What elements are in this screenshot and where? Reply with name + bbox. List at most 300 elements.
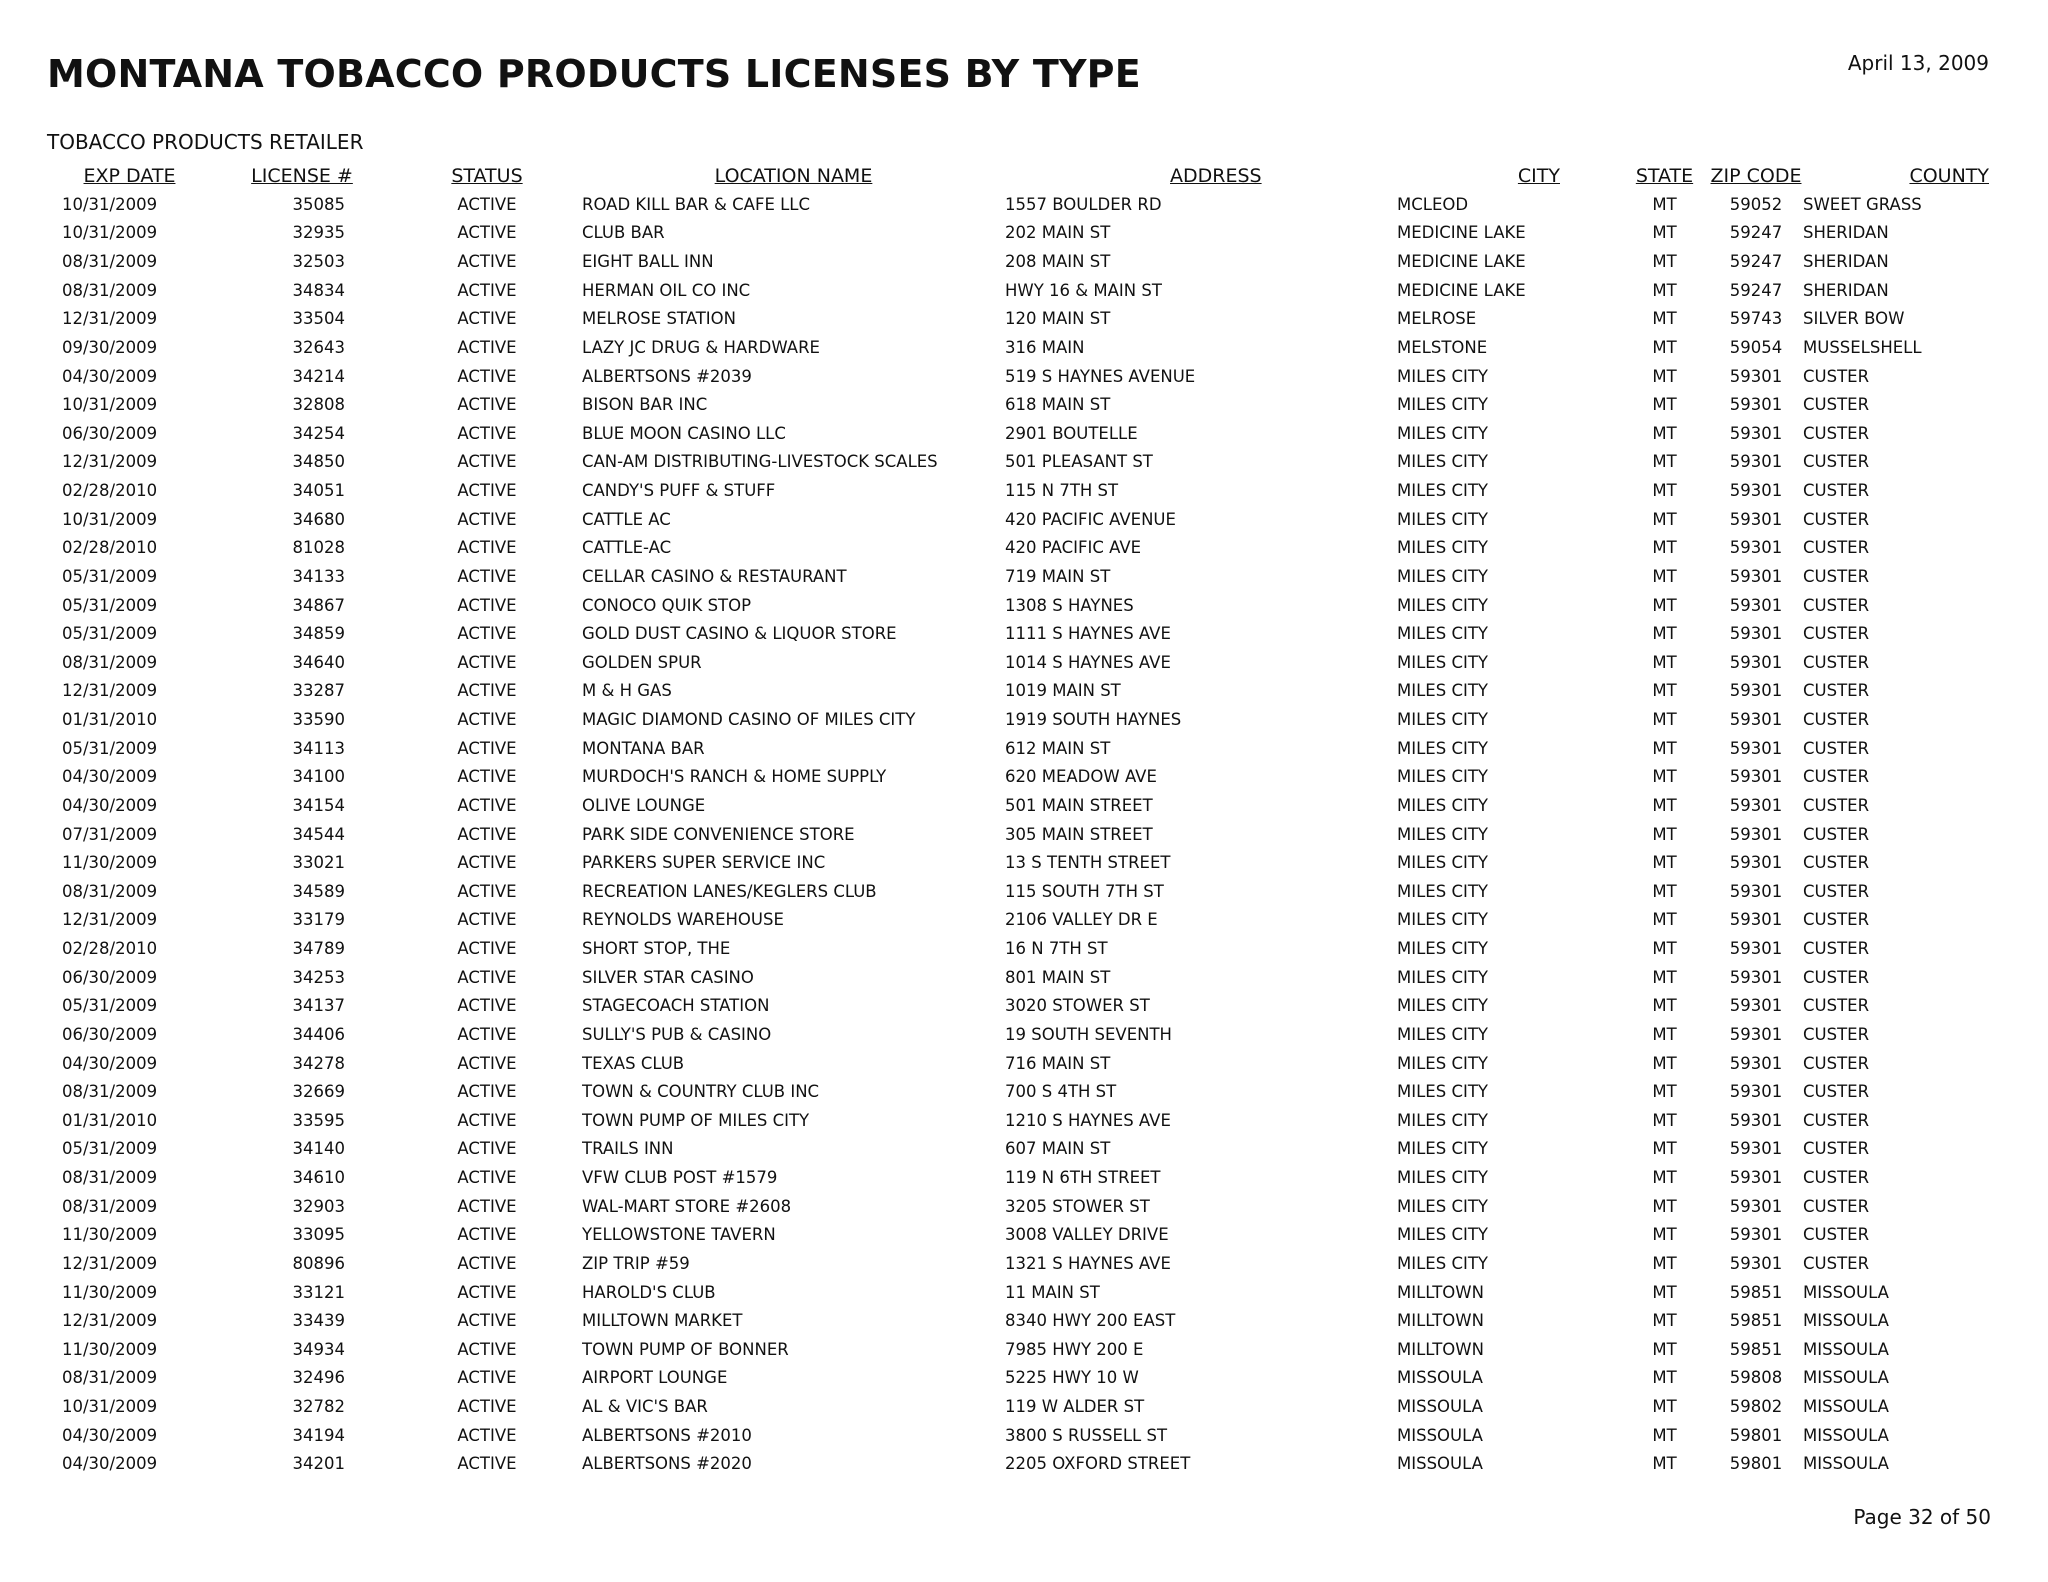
cell-exp-date: 08/31/2009 — [62, 280, 158, 300]
cell-status: ACTIVE — [457, 1368, 517, 1388]
page-number: Page 32 of 50 — [1853, 1505, 1991, 1529]
cell-county: CUSTER — [1803, 738, 1870, 758]
cell-city: MILES CITY — [1397, 509, 1488, 529]
cell-state: MT — [1652, 1311, 1677, 1331]
cell-county: MISSOULA — [1803, 1425, 1889, 1445]
cell-status: ACTIVE — [457, 1110, 517, 1130]
cell-status: ACTIVE — [457, 538, 517, 558]
table-row — [47, 877, 1997, 906]
table-row — [47, 820, 1997, 849]
cell-zip-code: 59301 — [1729, 595, 1783, 615]
cell-status: ACTIVE — [457, 1454, 517, 1474]
cell-exp-date: 08/31/2009 — [62, 1168, 158, 1188]
cell-location-name: SULLY'S PUB & CASINO — [582, 1024, 772, 1044]
table-row — [47, 534, 1997, 563]
cell-license: 34113 — [292, 738, 345, 758]
table-row — [47, 734, 1997, 763]
cell-status: ACTIVE — [457, 795, 517, 815]
cell-city: MILES CITY — [1397, 996, 1488, 1016]
cell-location-name: AIRPORT LOUNGE — [582, 1368, 728, 1388]
table-row — [47, 476, 1997, 505]
cell-county: SWEET GRASS — [1803, 194, 1922, 214]
table-row — [47, 1192, 1997, 1221]
table-row — [47, 934, 1997, 963]
cell-license: 33504 — [292, 309, 345, 329]
table-row — [47, 247, 1997, 276]
table-row — [47, 419, 1997, 448]
cell-status: ACTIVE — [457, 1225, 517, 1245]
cell-state: MT — [1652, 423, 1677, 443]
cell-city: MCLEOD — [1397, 194, 1469, 214]
cell-address: 305 MAIN STREET — [1005, 824, 1153, 844]
cell-zip-code: 59301 — [1729, 853, 1783, 873]
cell-county: CUSTER — [1803, 509, 1870, 529]
cell-city: MEDICINE LAKE — [1397, 223, 1526, 243]
cell-zip-code: 59301 — [1729, 1139, 1783, 1159]
cell-zip-code: 59301 — [1729, 710, 1783, 730]
cell-address: 3205 STOWER ST — [1005, 1196, 1150, 1216]
cell-status: ACTIVE — [457, 1253, 517, 1273]
cell-license: 32782 — [292, 1397, 345, 1417]
cell-address: 700 S 4TH ST — [1005, 1082, 1117, 1102]
cell-county: CUSTER — [1803, 681, 1870, 701]
cell-state: MT — [1652, 795, 1677, 815]
cell-state: MT — [1652, 824, 1677, 844]
cell-city: MILES CITY — [1397, 366, 1488, 386]
cell-county: CUSTER — [1803, 881, 1870, 901]
cell-status: ACTIVE — [457, 853, 517, 873]
cell-license: 34254 — [292, 423, 345, 443]
cell-county: CUSTER — [1803, 939, 1870, 959]
cell-location-name: MONTANA BAR — [582, 738, 705, 758]
cell-exp-date: 05/31/2009 — [62, 996, 158, 1016]
cell-state: MT — [1652, 1168, 1677, 1188]
cell-county: MISSOULA — [1803, 1282, 1889, 1302]
cell-location-name: CLUB BAR — [582, 223, 665, 243]
cell-address: 1557 BOULDER RD — [1005, 194, 1162, 214]
cell-city: MELSTONE — [1397, 337, 1488, 357]
table-row — [47, 362, 1997, 391]
cell-zip-code: 59301 — [1729, 1196, 1783, 1216]
cell-exp-date: 06/30/2009 — [62, 423, 158, 443]
cell-zip-code: 59301 — [1729, 795, 1783, 815]
cell-address: 19 SOUTH SEVENTH — [1005, 1024, 1172, 1044]
cell-exp-date: 01/31/2010 — [62, 1110, 158, 1130]
cell-county: SILVER BOW — [1803, 309, 1905, 329]
cell-zip-code: 59301 — [1729, 1110, 1783, 1130]
cell-state: MT — [1652, 1454, 1677, 1474]
cell-license: 34934 — [292, 1339, 345, 1359]
cell-county: CUSTER — [1803, 652, 1870, 672]
cell-city: MILES CITY — [1397, 538, 1488, 558]
table-row — [47, 219, 1997, 248]
cell-location-name: CONOCO QUIK STOP — [582, 595, 752, 615]
table-row — [47, 1306, 1997, 1335]
column-header-state: STATE — [1635, 165, 1694, 187]
cell-state: MT — [1652, 767, 1677, 787]
cell-county: SHERIDAN — [1803, 223, 1889, 243]
cell-license: 34680 — [292, 509, 345, 529]
table-row — [47, 591, 1997, 620]
table-row — [47, 677, 1997, 706]
cell-license: 33095 — [292, 1225, 345, 1245]
cell-status: ACTIVE — [457, 252, 517, 272]
table-row — [47, 390, 1997, 419]
cell-status: ACTIVE — [457, 681, 517, 701]
table-row — [47, 648, 1997, 677]
cell-city: MILES CITY — [1397, 395, 1488, 415]
table-body — [47, 190, 1997, 1478]
cell-location-name: ALBERTSONS #2010 — [582, 1425, 752, 1445]
cell-county: CUSTER — [1803, 795, 1870, 815]
cell-state: MT — [1652, 710, 1677, 730]
cell-address: 115 N 7TH ST — [1005, 481, 1119, 501]
cell-city: MISSOULA — [1397, 1397, 1483, 1417]
cell-address: 2205 OXFORD STREET — [1005, 1454, 1191, 1474]
cell-zip-code: 59301 — [1729, 1168, 1783, 1188]
cell-location-name: PARK SIDE CONVENIENCE STORE — [582, 824, 855, 844]
cell-state: MT — [1652, 1253, 1677, 1273]
cell-city: MILES CITY — [1397, 939, 1488, 959]
cell-address: 801 MAIN ST — [1005, 967, 1111, 987]
cell-exp-date: 05/31/2009 — [62, 566, 158, 586]
cell-zip-code: 59301 — [1729, 1082, 1783, 1102]
cell-exp-date: 10/31/2009 — [62, 223, 158, 243]
cell-location-name: CATTLE-AC — [582, 538, 672, 558]
table-row — [47, 1421, 1997, 1450]
cell-license: 81028 — [292, 538, 345, 558]
cell-address: 620 MEADOW AVE — [1005, 767, 1157, 787]
cell-city: MISSOULA — [1397, 1368, 1483, 1388]
cell-address: 120 MAIN ST — [1005, 309, 1111, 329]
cell-city: MISSOULA — [1397, 1454, 1483, 1474]
cell-license: 34850 — [292, 452, 345, 472]
cell-county: CUSTER — [1803, 395, 1870, 415]
table-row — [47, 1278, 1997, 1307]
cell-state: MT — [1652, 1110, 1677, 1130]
cell-zip-code: 59247 — [1729, 223, 1783, 243]
cell-county: CUSTER — [1803, 853, 1870, 873]
cell-address: 13 S TENTH STREET — [1005, 853, 1171, 873]
table-row — [47, 505, 1997, 534]
cell-license: 34194 — [292, 1425, 345, 1445]
cell-exp-date: 05/31/2009 — [62, 738, 158, 758]
cell-status: ACTIVE — [457, 566, 517, 586]
cell-zip-code: 59301 — [1729, 939, 1783, 959]
table-row — [47, 705, 1997, 734]
cell-status: ACTIVE — [457, 738, 517, 758]
report-title: MONTANA TOBACCO PRODUCTS LICENSES BY TYPE — [47, 52, 1141, 96]
cell-license: 80896 — [292, 1253, 345, 1273]
cell-license: 32903 — [292, 1196, 345, 1216]
cell-state: MT — [1652, 1225, 1677, 1245]
cell-status: ACTIVE — [457, 1282, 517, 1302]
cell-exp-date: 12/31/2009 — [62, 1311, 158, 1331]
cell-exp-date: 12/31/2009 — [62, 309, 158, 329]
cell-location-name: SHORT STOP, THE — [582, 939, 731, 959]
cell-city: MILES CITY — [1397, 681, 1488, 701]
cell-address: 1014 S HAYNES AVE — [1005, 652, 1171, 672]
cell-status: ACTIVE — [457, 423, 517, 443]
cell-exp-date: 09/30/2009 — [62, 337, 158, 357]
cell-zip-code: 59301 — [1729, 538, 1783, 558]
cell-zip-code: 59851 — [1729, 1311, 1783, 1331]
report-date: April 13, 2009 — [1847, 51, 1989, 75]
cell-city: MILES CITY — [1397, 423, 1488, 443]
cell-license: 32669 — [292, 1082, 345, 1102]
table-row — [47, 1163, 1997, 1192]
cell-license: 34253 — [292, 967, 345, 987]
cell-zip-code: 59301 — [1729, 481, 1783, 501]
cell-license: 34214 — [292, 366, 345, 386]
cell-county: MISSOULA — [1803, 1339, 1889, 1359]
cell-zip-code: 59301 — [1729, 967, 1783, 987]
cell-license: 34137 — [292, 996, 345, 1016]
cell-location-name: RECREATION LANES/KEGLERS CLUB — [582, 881, 877, 901]
cell-address: 2901 BOUTELLE — [1005, 423, 1138, 443]
cell-city: MILES CITY — [1397, 481, 1488, 501]
cell-county: MISSOULA — [1803, 1311, 1889, 1331]
cell-license: 34544 — [292, 824, 345, 844]
cell-zip-code: 59301 — [1729, 910, 1783, 930]
cell-location-name: BLUE MOON CASINO LLC — [582, 423, 786, 443]
cell-state: MT — [1652, 967, 1677, 987]
table-row — [47, 1364, 1997, 1393]
cell-exp-date: 08/31/2009 — [62, 652, 158, 672]
cell-state: MT — [1652, 566, 1677, 586]
cell-zip-code: 59301 — [1729, 881, 1783, 901]
cell-state: MT — [1652, 910, 1677, 930]
cell-state: MT — [1652, 1339, 1677, 1359]
cell-status: ACTIVE — [457, 309, 517, 329]
cell-county: CUSTER — [1803, 1253, 1870, 1273]
cell-city: MILES CITY — [1397, 910, 1488, 930]
cell-location-name: PARKERS SUPER SERVICE INC — [582, 853, 826, 873]
cell-license: 34834 — [292, 280, 345, 300]
cell-state: MT — [1652, 1024, 1677, 1044]
cell-state: MT — [1652, 194, 1677, 214]
cell-city: MILES CITY — [1397, 1024, 1488, 1044]
cell-license: 33590 — [292, 710, 345, 730]
cell-city: MILLTOWN — [1397, 1339, 1484, 1359]
cell-exp-date: 06/30/2009 — [62, 967, 158, 987]
cell-county: CUSTER — [1803, 1082, 1870, 1102]
table-row — [47, 963, 1997, 992]
cell-status: ACTIVE — [457, 652, 517, 672]
table-row — [47, 763, 1997, 792]
cell-status: ACTIVE — [457, 767, 517, 787]
cell-status: ACTIVE — [457, 710, 517, 730]
cell-location-name: CELLAR CASINO & RESTAURANT — [582, 566, 847, 586]
cell-state: MT — [1652, 1139, 1677, 1159]
cell-address: 618 MAIN ST — [1005, 395, 1111, 415]
cell-address: 11 MAIN ST — [1005, 1282, 1100, 1302]
cell-city: MISSOULA — [1397, 1425, 1483, 1445]
cell-zip-code: 59301 — [1729, 624, 1783, 644]
cell-exp-date: 02/28/2010 — [62, 939, 158, 959]
cell-state: MT — [1652, 1082, 1677, 1102]
cell-license: 33287 — [292, 681, 345, 701]
cell-address: 1019 MAIN ST — [1005, 681, 1121, 701]
cell-address: 1210 S HAYNES AVE — [1005, 1110, 1171, 1130]
cell-location-name: SILVER STAR CASINO — [582, 967, 754, 987]
cell-status: ACTIVE — [457, 395, 517, 415]
cell-county: CUSTER — [1803, 996, 1870, 1016]
cell-license: 34640 — [292, 652, 345, 672]
table-row — [47, 992, 1997, 1021]
cell-location-name: ALBERTSONS #2039 — [582, 366, 752, 386]
cell-location-name: TOWN PUMP OF BONNER — [582, 1339, 789, 1359]
cell-exp-date: 10/31/2009 — [62, 395, 158, 415]
cell-county: CUSTER — [1803, 595, 1870, 615]
cell-county: CUSTER — [1803, 452, 1870, 472]
cell-address: 501 MAIN STREET — [1005, 795, 1153, 815]
cell-county: CUSTER — [1803, 767, 1870, 787]
cell-state: MT — [1652, 652, 1677, 672]
cell-city: MILLTOWN — [1397, 1282, 1484, 1302]
cell-state: MT — [1652, 595, 1677, 615]
cell-state: MT — [1652, 223, 1677, 243]
cell-status: ACTIVE — [457, 1425, 517, 1445]
cell-state: MT — [1652, 1425, 1677, 1445]
cell-exp-date: 05/31/2009 — [62, 1139, 158, 1159]
cell-address: 115 SOUTH 7TH ST — [1005, 881, 1164, 901]
table-row — [47, 1221, 1997, 1250]
cell-location-name: WAL-MART STORE #2608 — [582, 1196, 792, 1216]
cell-license: 34859 — [292, 624, 345, 644]
cell-status: ACTIVE — [457, 824, 517, 844]
cell-status: ACTIVE — [457, 624, 517, 644]
cell-county: MISSOULA — [1803, 1368, 1889, 1388]
cell-location-name: CANDY'S PUFF & STUFF — [582, 481, 776, 501]
section-heading: TOBACCO PRODUCTS RETAILER — [47, 130, 364, 154]
cell-state: MT — [1652, 1368, 1677, 1388]
cell-county: CUSTER — [1803, 1053, 1870, 1073]
cell-location-name: ROAD KILL BAR & CAFE LLC — [582, 194, 811, 214]
cell-location-name: MELROSE STATION — [582, 309, 737, 329]
cell-zip-code: 59801 — [1729, 1425, 1783, 1445]
cell-location-name: GOLDEN SPUR — [582, 652, 702, 672]
cell-zip-code: 59851 — [1729, 1339, 1783, 1359]
cell-exp-date: 08/31/2009 — [62, 1082, 158, 1102]
cell-address: 1919 SOUTH HAYNES — [1005, 710, 1182, 730]
cell-state: MT — [1652, 309, 1677, 329]
cell-state: MT — [1652, 853, 1677, 873]
cell-city: MILES CITY — [1397, 824, 1488, 844]
cell-status: ACTIVE — [457, 194, 517, 214]
cell-location-name: TOWN & COUNTRY CLUB INC — [582, 1082, 820, 1102]
cell-state: MT — [1652, 624, 1677, 644]
cell-zip-code: 59301 — [1729, 824, 1783, 844]
cell-status: ACTIVE — [457, 881, 517, 901]
cell-city: MILES CITY — [1397, 452, 1488, 472]
cell-zip-code: 59052 — [1729, 194, 1783, 214]
cell-zip-code: 59301 — [1729, 996, 1783, 1016]
cell-zip-code: 59801 — [1729, 1454, 1783, 1474]
table-row — [47, 848, 1997, 877]
cell-exp-date: 05/31/2009 — [62, 624, 158, 644]
cell-license: 32503 — [292, 252, 345, 272]
cell-address: 1308 S HAYNES — [1005, 595, 1134, 615]
cell-county: CUSTER — [1803, 1139, 1870, 1159]
cell-zip-code: 59301 — [1729, 738, 1783, 758]
cell-county: MUSSELSHELL — [1803, 337, 1922, 357]
cell-county: CUSTER — [1803, 710, 1870, 730]
column-header-location-name: LOCATION NAME — [714, 165, 873, 187]
cell-city: MILES CITY — [1397, 1139, 1488, 1159]
cell-address: 7985 HWY 200 E — [1005, 1339, 1144, 1359]
cell-state: MT — [1652, 738, 1677, 758]
cell-exp-date: 11/30/2009 — [62, 1225, 158, 1245]
cell-exp-date: 01/31/2010 — [62, 710, 158, 730]
cell-state: MT — [1652, 280, 1677, 300]
cell-location-name: TRAILS INN — [582, 1139, 674, 1159]
cell-status: ACTIVE — [457, 910, 517, 930]
cell-zip-code: 59301 — [1729, 652, 1783, 672]
cell-zip-code: 59301 — [1729, 423, 1783, 443]
cell-state: MT — [1652, 452, 1677, 472]
cell-location-name: CAN-AM DISTRIBUTING-LIVESTOCK SCALES — [582, 452, 938, 472]
cell-exp-date: 12/31/2009 — [62, 1253, 158, 1273]
table-row — [47, 1392, 1997, 1421]
cell-state: MT — [1652, 1397, 1677, 1417]
cell-state: MT — [1652, 481, 1677, 501]
cell-city: MEDICINE LAKE — [1397, 280, 1526, 300]
table-row — [47, 906, 1997, 935]
cell-city: MELROSE — [1397, 309, 1477, 329]
cell-zip-code: 59851 — [1729, 1282, 1783, 1302]
cell-address: 420 PACIFIC AVE — [1005, 538, 1142, 558]
cell-exp-date: 11/30/2009 — [62, 853, 158, 873]
cell-status: ACTIVE — [457, 1168, 517, 1188]
cell-address: 208 MAIN ST — [1005, 252, 1111, 272]
cell-exp-date: 02/28/2010 — [62, 481, 158, 501]
cell-city: MILES CITY — [1397, 1225, 1488, 1245]
cell-state: MT — [1652, 395, 1677, 415]
cell-license: 34140 — [292, 1139, 345, 1159]
cell-location-name: MILLTOWN MARKET — [582, 1311, 743, 1331]
cell-license: 34201 — [292, 1454, 345, 1474]
cell-location-name: YELLOWSTONE TAVERN — [582, 1225, 776, 1245]
cell-license: 33439 — [292, 1311, 345, 1331]
cell-address: 119 N 6TH STREET — [1005, 1168, 1161, 1188]
cell-status: ACTIVE — [457, 1024, 517, 1044]
cell-license: 34789 — [292, 939, 345, 959]
cell-license: 34278 — [292, 1053, 345, 1073]
cell-status: ACTIVE — [457, 481, 517, 501]
cell-location-name: LAZY JC DRUG & HARDWARE — [582, 337, 820, 357]
column-header-status: STATUS — [451, 165, 523, 187]
cell-license: 33021 — [292, 853, 345, 873]
cell-license: 35085 — [292, 194, 345, 214]
cell-zip-code: 59301 — [1729, 366, 1783, 386]
cell-address: 607 MAIN ST — [1005, 1139, 1111, 1159]
licenses-table — [47, 162, 1997, 1478]
cell-address: 3008 VALLEY DRIVE — [1005, 1225, 1169, 1245]
cell-city: MILES CITY — [1397, 795, 1488, 815]
cell-city: MILES CITY — [1397, 967, 1488, 987]
cell-address: 316 MAIN — [1005, 337, 1085, 357]
cell-location-name: HAROLD'S CLUB — [582, 1282, 716, 1302]
cell-location-name: HERMAN OIL CO INC — [582, 280, 751, 300]
cell-zip-code: 59301 — [1729, 1225, 1783, 1245]
cell-county: CUSTER — [1803, 1196, 1870, 1216]
table-row — [47, 1249, 1997, 1278]
cell-location-name: EIGHT BALL INN — [582, 252, 714, 272]
cell-state: MT — [1652, 1196, 1677, 1216]
cell-county: CUSTER — [1803, 967, 1870, 987]
cell-exp-date: 12/31/2009 — [62, 681, 158, 701]
